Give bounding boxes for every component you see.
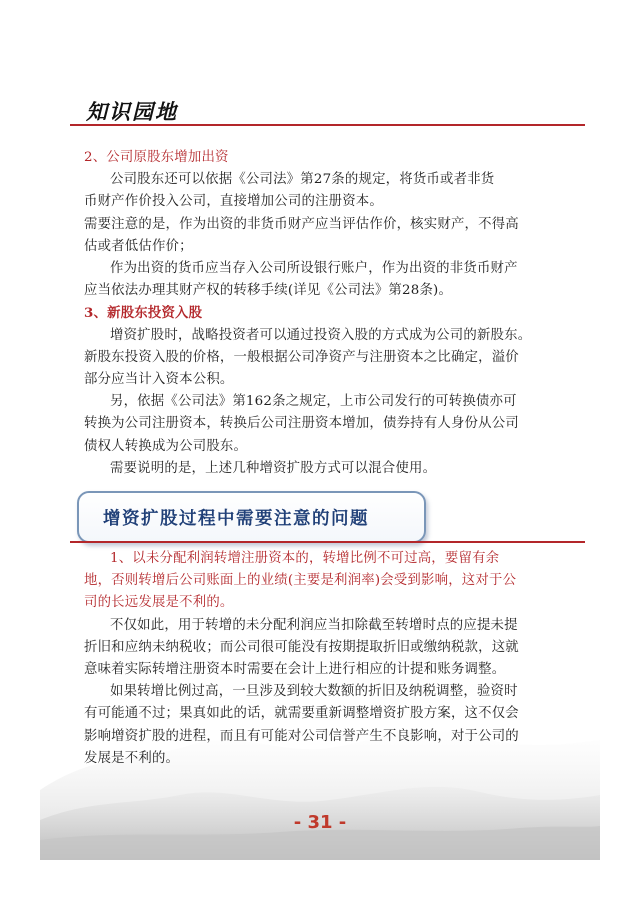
- content-lower: [84, 548, 574, 770]
- paragraph-line: 另，依据《公司法》第162条之规定，上市公司发行的可转换债亦可: [110, 394, 517, 410]
- paragraph-line: 币财产作价投入公司，直接增加公司的注册资本。: [84, 194, 383, 210]
- paragraph-line: 部分应当计入资本公积。: [84, 372, 234, 388]
- section-banner: [77, 491, 426, 543]
- paragraph-line: 不仅如此，用于转增的未分配利润应当扣除截至转增时点的应提未提: [110, 617, 518, 633]
- section-heading: 2、公司原股东增加出资: [84, 150, 229, 165]
- highlight-line: 司的长远发展是不利的。: [84, 595, 234, 611]
- paragraph-line: 增资扩股时，战略投资者可以通过投资入股的方式成为公司的新股东。: [110, 327, 532, 343]
- highlight-line: 1、以未分配利润转增注册资本的，转增比例不可过高，要留有余: [110, 551, 500, 566]
- banner-title: 增资扩股过程中需要注意的问题: [103, 509, 369, 529]
- paragraph-line: 转换为公司注册资本，转换后公司注册资本增加，债券持有人身份从公司: [84, 416, 519, 432]
- paragraph-line: 公司股东还可以依据《公司法》第27条的规定，将货币或者非货: [110, 172, 495, 188]
- paragraph-line: 作为出资的货币应当存入公司所设银行账户，作为出资的非货币财产: [110, 261, 518, 277]
- highlight-line: 地，否则转增后公司账面上的业绩(主要是利润率)会受到影响，这对于公: [84, 573, 517, 589]
- page-header-title: 知识园地: [86, 100, 178, 124]
- paragraph-line: 估或者低估作价；: [84, 238, 193, 254]
- paragraph-line: 如果转增比例过高，一旦涉及到较大数额的折旧及纳税调整，验资时: [110, 684, 518, 700]
- paragraph-line: 应当依法办理其财产权的转移手续(详见《公司法》第28条)。: [84, 283, 453, 299]
- paragraph-line: 需要注意的是，作为出资的非货币财产应当评估作价，核实财产，不得高: [84, 216, 519, 232]
- section-heading: 3、新股东投资入股: [84, 305, 203, 322]
- paragraph-line: 发展是不利的。: [84, 750, 180, 766]
- content-upper: [84, 147, 574, 480]
- banner-divider: [70, 541, 585, 543]
- paragraph-line: 有可能通不过；果真如此的话，就需要重新调整增资扩股方案，这不仅会: [84, 706, 519, 722]
- paragraph-line: 折旧和应纳未纳税收；而公司很可能没有按期提取折旧或缴纳税款，这就: [84, 639, 519, 655]
- paragraph-line: 新股东投资入股的价格，一般根据公司净资产与注册资本之比确定，溢价: [84, 349, 519, 365]
- paragraph-line: 意味着实际转增注册资本时需要在会计上进行相应的计提和账务调整。: [84, 662, 506, 678]
- page-number: - 31 -: [293, 812, 347, 833]
- header-divider: [70, 124, 585, 126]
- paragraph-line: 需要说明的是，上述几种增资扩股方式可以混合使用。: [110, 460, 437, 476]
- paragraph-line: 债权人转换成为公司股东。: [84, 438, 248, 454]
- paragraph-line: 影响增资扩股的进程，而且有可能对公司信誉产生不良影响，对于公司的: [84, 728, 519, 744]
